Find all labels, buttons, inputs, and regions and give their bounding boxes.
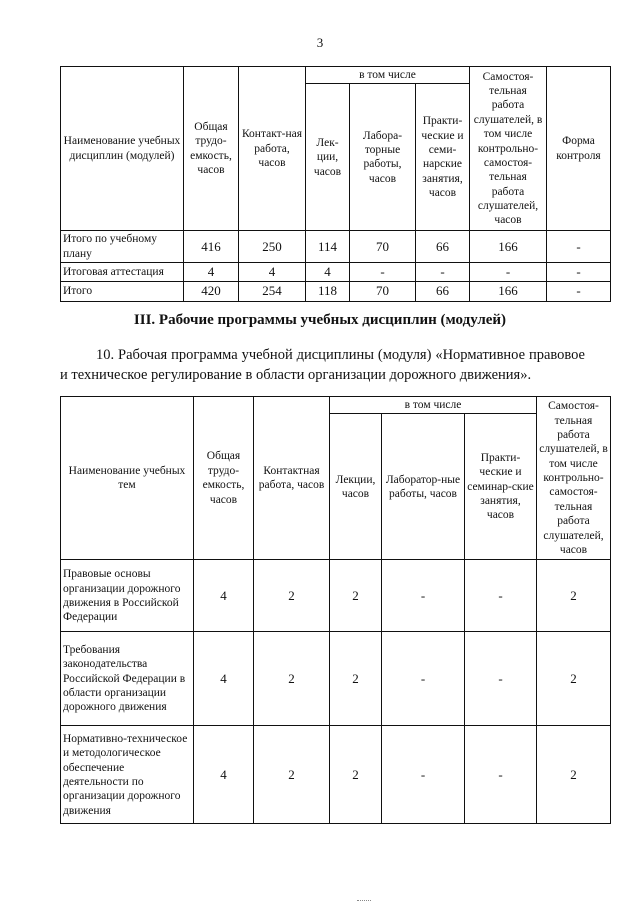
cell-contact: 2 bbox=[254, 560, 330, 632]
header-practical: Практи-ческие и семинар-ские занятия, часов bbox=[465, 414, 537, 560]
header-name: Наименование учебных тем bbox=[61, 397, 194, 560]
cell-labs: 70 bbox=[350, 282, 416, 301]
topic-name: Правовые основы организации дорожного движения в Российской Федерации bbox=[61, 560, 194, 632]
header-row bbox=[61, 67, 611, 84]
header-labs: Лаборатор-ные работы, часов bbox=[382, 414, 465, 560]
row-name: Итоговая аттестация bbox=[61, 263, 184, 282]
header-row bbox=[61, 397, 611, 414]
header-labs: Лабора-торные работы, часов bbox=[350, 84, 416, 231]
topic-name: Нормативно-техническое и методологическое обеспечение деятельности по организации дорожного движения bbox=[61, 726, 194, 824]
cell-lectures: 4 bbox=[306, 263, 350, 282]
header-control-form: Форма контроля bbox=[547, 67, 611, 231]
topic-name: Требования законодательства Российской Федерации в области организации дорожного движения bbox=[61, 632, 194, 726]
cell-total: 4 bbox=[194, 726, 254, 824]
cell-self-study: 166 bbox=[470, 282, 547, 301]
cell-lectures: 2 bbox=[330, 560, 382, 632]
cell-practical: - bbox=[465, 560, 537, 632]
cell-labs: - bbox=[350, 263, 416, 282]
cell-self-study: 2 bbox=[537, 632, 611, 726]
header-practical: Практи-ческие и семи-нарские занятия, часов bbox=[416, 84, 470, 231]
scan-mark bbox=[357, 900, 371, 903]
section-title: III. Рабочие программы учебных дисциплин (модулей) bbox=[133, 312, 507, 328]
cell-contact: 2 bbox=[254, 726, 330, 824]
header-name: Наименование учебных дисциплин (модулей) bbox=[61, 67, 184, 231]
cell-total: 4 bbox=[194, 560, 254, 632]
cell-contact: 250 bbox=[239, 231, 306, 263]
cell-contact: 254 bbox=[239, 282, 306, 301]
cell-control-form: - bbox=[547, 263, 611, 282]
cell-labs: - bbox=[382, 726, 465, 824]
cell-practical: - bbox=[465, 632, 537, 726]
cell-practical: - bbox=[416, 263, 470, 282]
header-contact: Контакт-ная работа, часов bbox=[239, 67, 306, 231]
table-row bbox=[61, 231, 611, 263]
cell-control-form: - bbox=[547, 231, 611, 263]
header-self-study: Самостоя-тельная работа слушателей, в том числе контрольно-самостоя-тельная работа слушателей, часов bbox=[470, 67, 547, 231]
cell-practical: 66 bbox=[416, 282, 470, 301]
row-name: Итого bbox=[61, 282, 184, 301]
cell-total: 4 bbox=[184, 263, 239, 282]
header-self-study: Самостоя-тельная работа слушателей, в том числе контрольно-самостоя-тельная работа слушателей, часов bbox=[537, 397, 611, 560]
row-name: Итого по учебному плану bbox=[61, 231, 184, 263]
header-including: в том числе bbox=[306, 67, 470, 84]
cell-labs: - bbox=[382, 632, 465, 726]
cell-self-study: 2 bbox=[537, 726, 611, 824]
cell-control-form: - bbox=[547, 282, 611, 301]
cell-total: 420 bbox=[184, 282, 239, 301]
header-contact: Контактная работа, часов bbox=[254, 397, 330, 560]
header-lectures: Лек-ции, часов bbox=[306, 84, 350, 231]
cell-self-study: 166 bbox=[470, 231, 547, 263]
page-number: 3 bbox=[316, 35, 324, 50]
header-total: Общая трудо-емкость, часов bbox=[184, 67, 239, 231]
cell-contact: 4 bbox=[239, 263, 306, 282]
cell-lectures: 114 bbox=[306, 231, 350, 263]
cell-labs: 70 bbox=[350, 231, 416, 263]
cell-total: 4 bbox=[194, 632, 254, 726]
cell-lectures: 2 bbox=[330, 726, 382, 824]
table-row bbox=[61, 282, 611, 301]
cell-practical: - bbox=[465, 726, 537, 824]
cell-total: 416 bbox=[184, 231, 239, 263]
cell-lectures: 2 bbox=[330, 632, 382, 726]
cell-lectures: 118 bbox=[306, 282, 350, 301]
header-total: Общая трудо-емкость, часов bbox=[194, 397, 254, 560]
cell-self-study: - bbox=[470, 263, 547, 282]
table-row bbox=[61, 632, 611, 726]
table-row bbox=[61, 726, 611, 824]
cell-practical: 66 bbox=[416, 231, 470, 263]
header-including: в том числе bbox=[330, 397, 537, 414]
cell-self-study: 2 bbox=[537, 560, 611, 632]
header-lectures: Лекции, часов bbox=[330, 414, 382, 560]
table-row bbox=[61, 263, 611, 282]
paragraph: 10. Рабочая программа учебной дисциплины (модуля) «Нормативное правовое и техническое регулирование в области организации дорожного движения». bbox=[60, 347, 585, 383]
cell-contact: 2 bbox=[254, 632, 330, 726]
cell-labs: - bbox=[382, 560, 465, 632]
discipline-topics-table bbox=[60, 396, 611, 824]
curriculum-summary-table bbox=[60, 66, 611, 302]
table-row bbox=[61, 560, 611, 632]
